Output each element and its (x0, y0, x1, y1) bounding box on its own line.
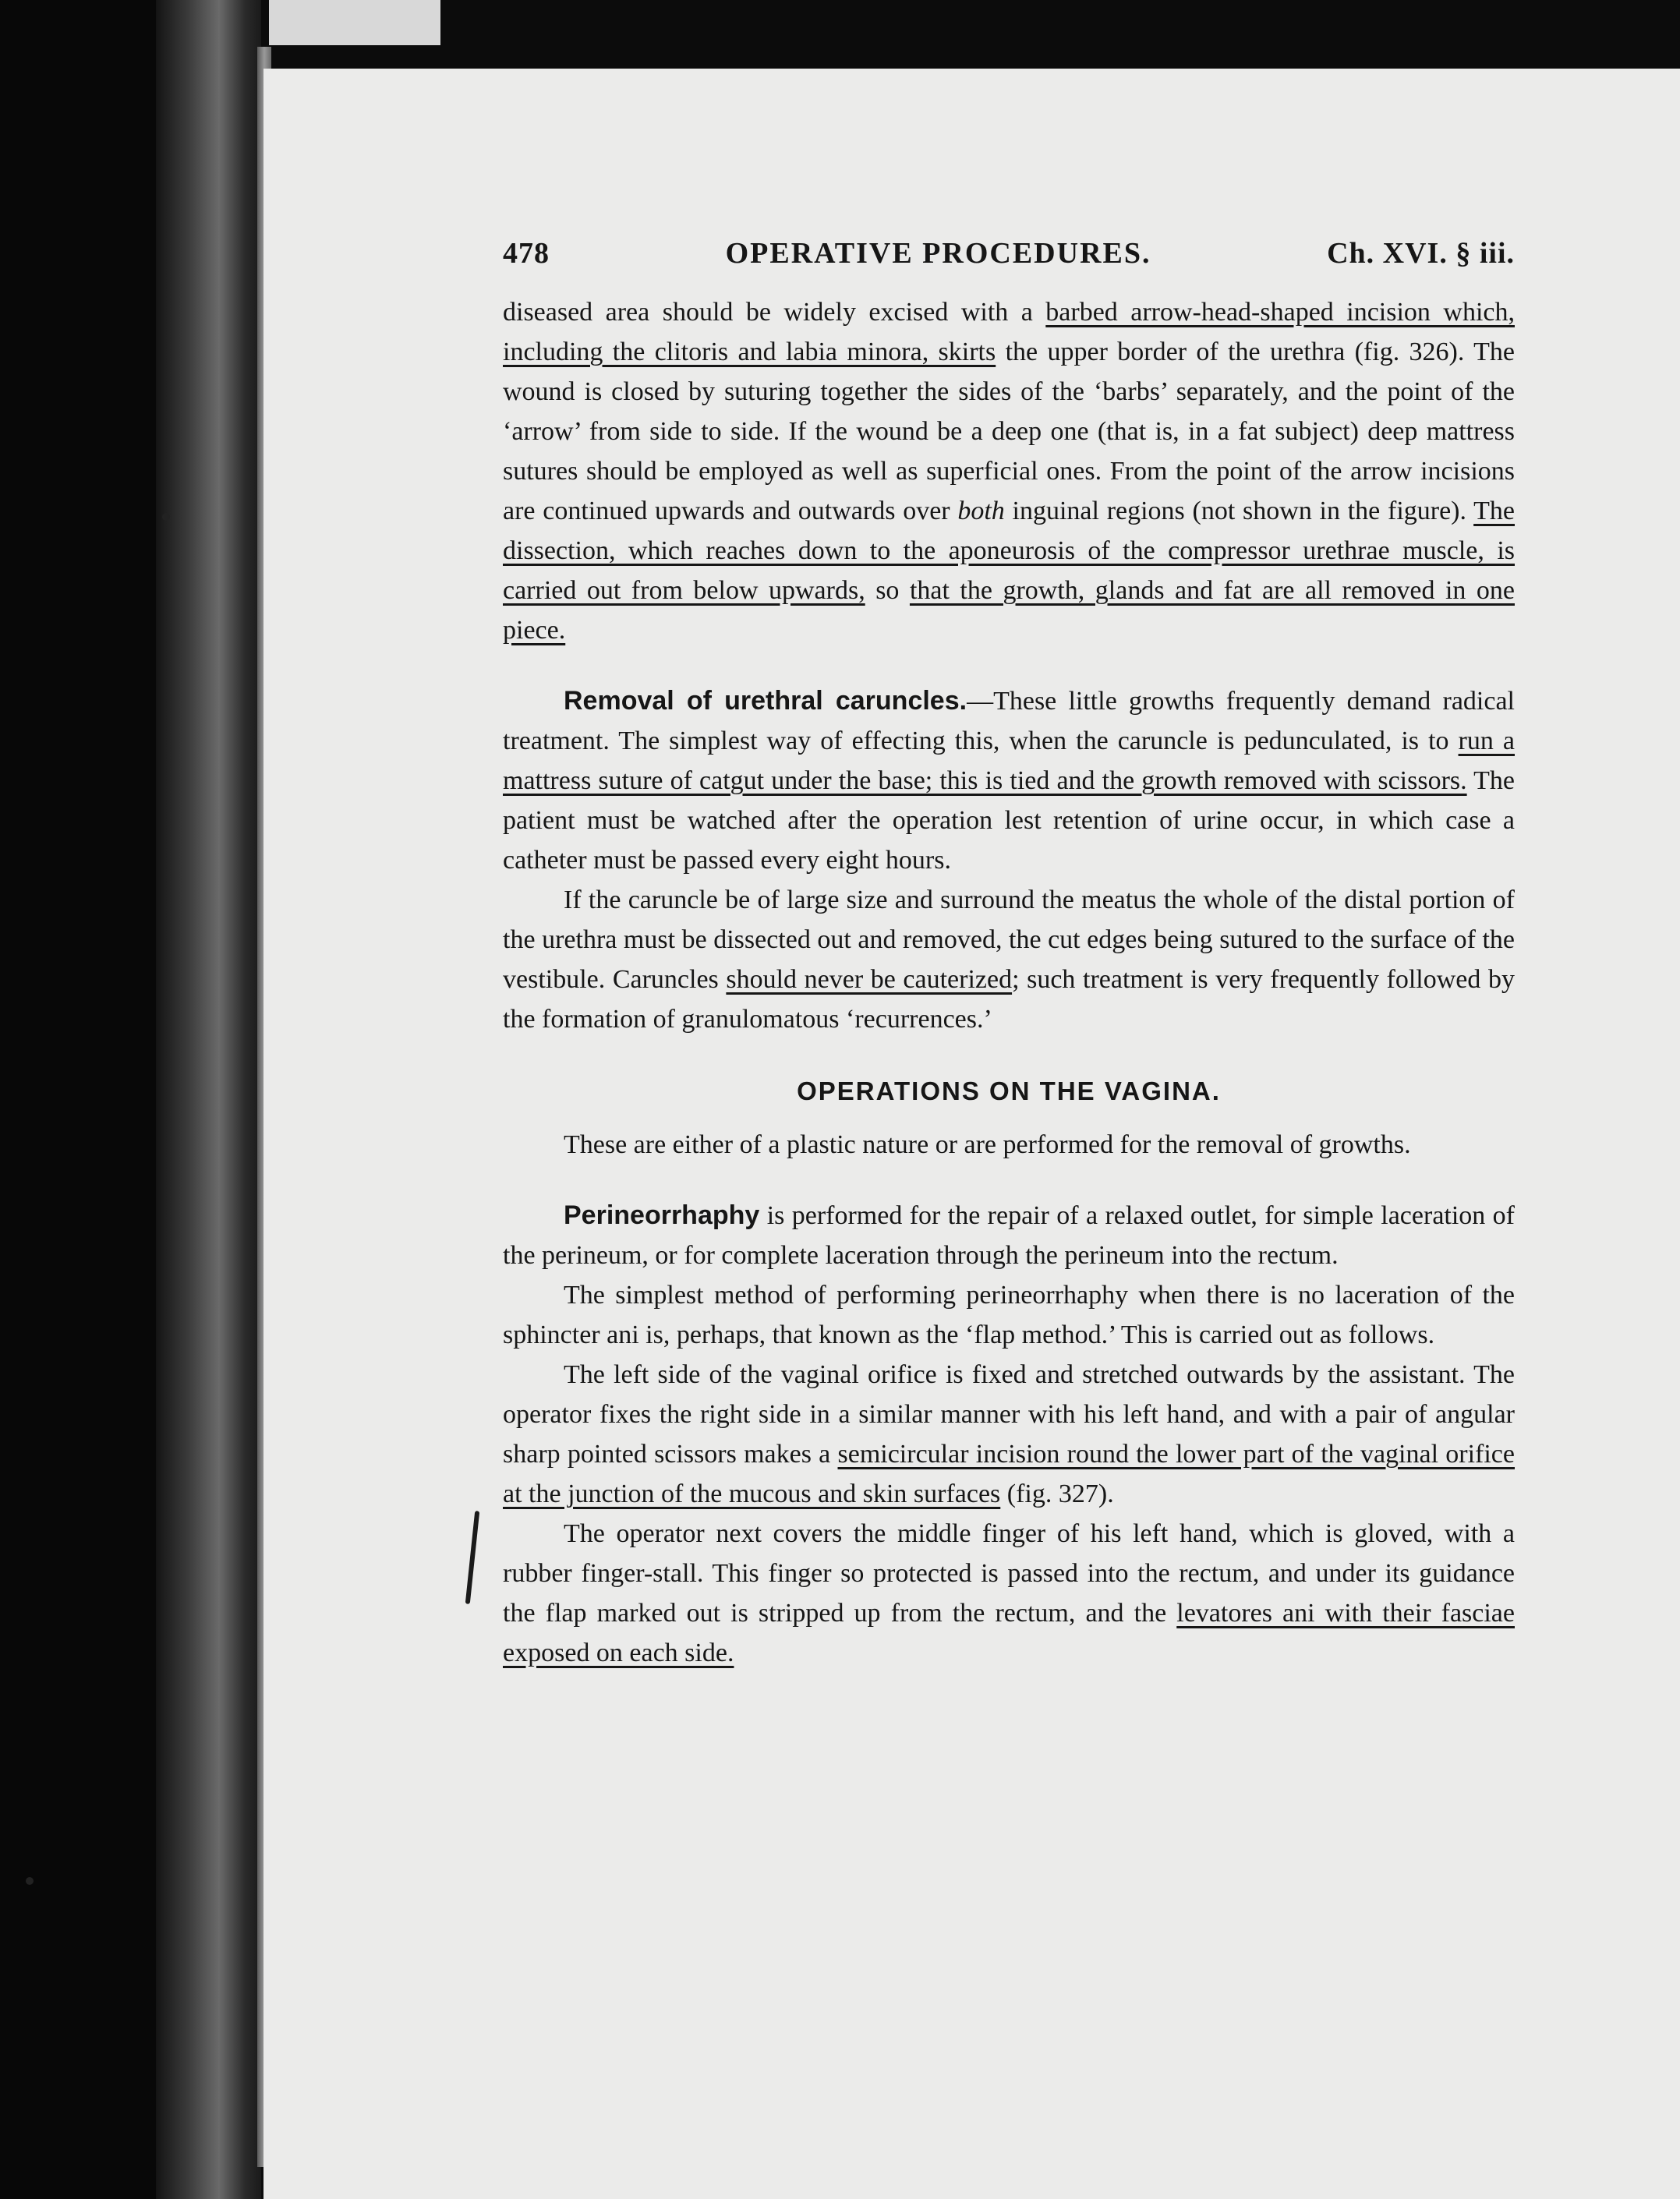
text-run: The patient must be watched after the operation lest retention of urine occur, in which case a catheter must be passed every eight hours. (503, 766, 1515, 875)
italic-text: both (957, 497, 1005, 525)
spacer (503, 1165, 1515, 1196)
text-run: ; such treatment is very frequently followed by the formation of granulomatous ‘recurrences.’ (503, 965, 1515, 1034)
section-heading: OPERATIONS ON THE VAGINA. (797, 1077, 1221, 1105)
page-number: 478 (503, 237, 550, 270)
scan-speck (26, 1877, 34, 1885)
running-title: OPERATIVE PROCEDURES. (725, 237, 1151, 270)
text-run: The operator next covers the middle finger of his left hand, which is gloved, with a rubber finger-stall. This finger so protected is passed into the rectum, and under its guidance the flap marked out is stripped up from the rectum, and the (503, 1519, 1515, 1628)
paragraph-large-caruncle (503, 880, 1515, 1039)
paragraph-vagina-intro: These are either of a plastic nature or are performed for the removal of growths. (564, 1130, 1411, 1159)
paragraph-excision (503, 292, 1515, 650)
underlined-text: should never be cauterized (726, 965, 1013, 994)
page-corner (269, 0, 440, 45)
text-run: the upper border of the urethra (fig. 326). The wound is closed by suturing together the sides of the ‘barbs’ separately, and the point of the ‘arrow’ from side to side. If the wound be a deep one (that is, in a fat subject) deep mattress sutures should be employed as well as superficial ones. From the point of the arrow incisions are continued upwards and outwards over (503, 338, 1515, 525)
page-text (503, 236, 1515, 1673)
paragraph-finger-stall (503, 1514, 1515, 1673)
text-run: inguinal regions (not shown in the figure). (1004, 497, 1474, 525)
underlined-text: that the growth, glands and fat are all removed in one piece. (503, 576, 1515, 645)
paragraph-caruncles (503, 681, 1515, 880)
underlined-text: The dissection, which reaches down to the aponeurosis of the compressor urethrae muscle, is carried out from below upwards, (503, 497, 1515, 605)
scan-speck (162, 513, 170, 521)
text-run: —These little growths frequently demand radical treatment. The simplest way of effecting this, when the caruncle is pedunculated, is to (503, 687, 1515, 755)
underlined-text: levatores ani with their fasciae exposed on each side. (503, 1599, 1515, 1667)
underlined-text: barbed arrow-head-shaped incision which, including the clitoris and labia minora, skirts (503, 298, 1515, 366)
text-run: (fig. 327). (1000, 1480, 1114, 1508)
text-run: If the caruncle be of large size and surround the meatus the whole of the distal portion of the urethra must be dissected out and removed, the cut edges being sutured to the surface of the vestibule. Caruncles (503, 886, 1515, 994)
book-spine (156, 0, 261, 2199)
underlined-text: run a mattress suture of catgut under the base; this is tied and the growth removed with scissors. (503, 727, 1515, 795)
text-run: so (865, 576, 910, 605)
underlined-text: semicircular incision round the lower part of the vaginal orifice at the junction of the mucous and skin surfaces (503, 1440, 1515, 1508)
text-run: diseased area should be widely excised with a (503, 298, 1046, 327)
book-page (263, 69, 1680, 2199)
spacer (503, 650, 1515, 681)
book-binding (0, 0, 156, 2199)
chapter-reference: Ch. XVI. § iii. (1327, 237, 1515, 270)
paragraph-flap-method: The simplest method of performing perineorrhaphy when there is no laceration of the sphincter ani is, perhaps, that known as the ‘flap method.’ This is carried out as follows. (503, 1281, 1515, 1349)
paragraph-heading: Removal of urethral caruncles. (564, 686, 967, 716)
paragraph-incision (503, 1355, 1515, 1514)
paragraph-heading: Perineorrhaphy (564, 1200, 760, 1230)
running-header (503, 236, 1515, 292)
text-run: The left side of the vaginal orifice is fixed and stretched outwards by the assistant. The operator fixes the right side in a similar manner with his left hand, and with a pair of angular sharp pointed scissors makes a (503, 1360, 1515, 1469)
margin-pen-mark (465, 1511, 480, 1604)
paragraph-perineorrhaphy (503, 1196, 1515, 1275)
text-run: is performed for the repair of a relaxed outlet, for simple laceration of the perineum, or for complete laceration through the perineum into the rectum. (503, 1201, 1515, 1270)
